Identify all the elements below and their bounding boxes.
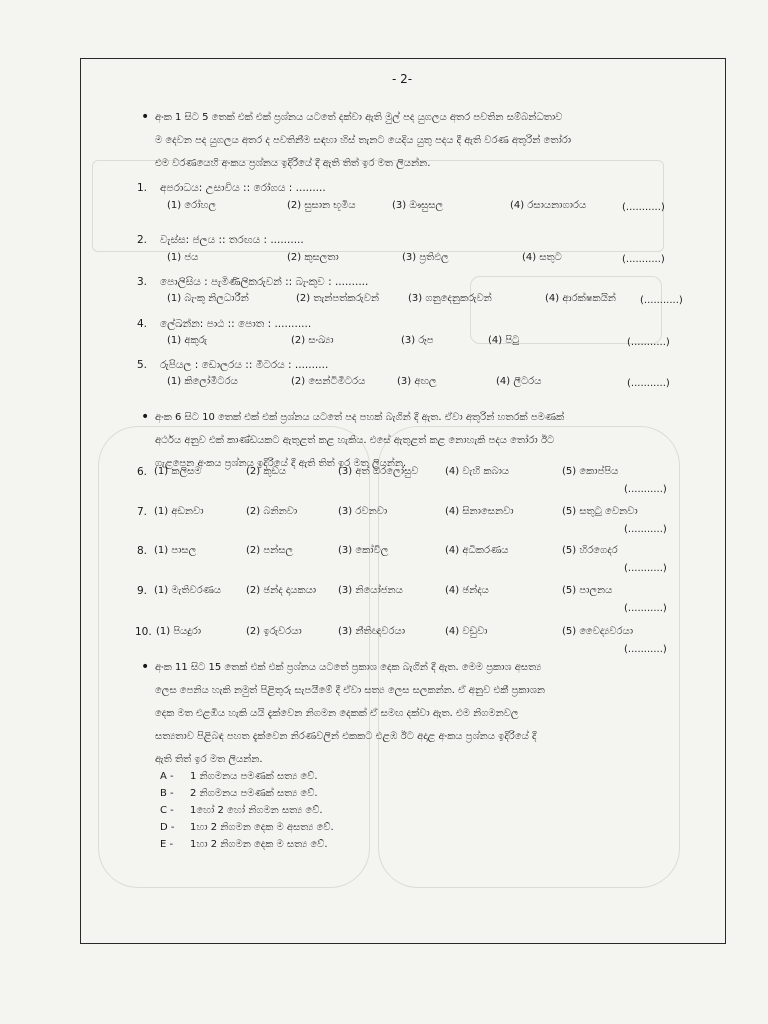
option: (3) ගනුදෙනුකරුවන්	[408, 293, 492, 304]
bullet: •	[141, 659, 150, 675]
answer-blank[interactable]: (...........)	[624, 644, 667, 655]
option: (4) අධිකරණය	[445, 545, 509, 556]
answer-code-list	[160, 768, 334, 853]
option: (5) සතුටු වෙනවා	[562, 506, 638, 517]
answer-code: E - 1හා 2 නිගමන දෙක ම සත්‍ය වේ.	[160, 839, 328, 850]
option: (2) සෙන්ටිමීටරය	[291, 376, 366, 387]
option: (1) පාසල	[154, 545, 197, 556]
bullet: •	[141, 109, 150, 125]
option: (1) පියදුරා	[156, 626, 202, 637]
option: (3) ඖසුසල	[392, 200, 444, 211]
answer-blank[interactable]: (...........)	[624, 603, 667, 614]
section3-instruction: • අංක 11 සිට 15 තෙක් එක් එක් ප්‍රශ්නය යටතේ ප්‍රකාශ දෙක බැගින් දී ඇත. මෙම ප්‍රකාශ අසත්‍ය ලෙස පෙනිය හැකි නමුත් පිළිතුරු සැපයීමේ දී ඒවා සත්‍ය ලෙස සලකන්න. ඒ අනුව එකී ප්‍රකාශන දෙක මත එළඹිය හැකි යයි දැක්වෙන නිගමන දෙකක් ඒ සමඟ දක්වා ඇත. එම නිගමනවල සත්‍යතාව පිළිබඳ පහත දැක්වෙන නිරණවලින් එකකට එළඹ ඊට අදාළ අංකය ප්‍රශ්නය ඉදිරියේ දී ඇති තිත් ඉර මත ලියන්න.	[155, 656, 695, 771]
option: (1) රෝහල	[167, 200, 216, 211]
answer-blank[interactable]: (...........)	[627, 378, 670, 389]
option: (4) වඩුවා	[445, 626, 488, 637]
answer-blank[interactable]: (...........)	[624, 524, 667, 535]
section1-instruction: • අංක 1 සිට 5 තෙක් එක් එක් ප්‍රශ්නය යටතේ දක්වා ඇති මුල් පද යුගලය අතර පවතින සම්බන්ධතාව ම දෙවන පද යුගලය අතර ද පවතිනීම සඳහා හිස් තැනට යෙදිය යුතු පදය දී ඇති වරණ අතුරින් තෝරා එම වරණයෙහි අංකය ප්‍රශ්නය ඉදිරියේ දී ඇති තිත් ඉර මත ලියන්න.	[155, 106, 695, 175]
option: (4) සතුට	[522, 252, 562, 263]
option: (2) කුඩය	[246, 466, 287, 477]
section2-instruction: • අංක 6 සිට 10 තෙක් එක් එක් ප්‍රශ්නය යටතේ පද පහක් බැගින් දී ඇත. ඒවා අතුරින් හතරක් පමණක් අර්ථය අනුව එක් කාණ්ඩයකට ඇතුළත් කළ හැකිය. එසේ ඇතුළත් කළ නොහැකි පදය තෝරා ඊට ගැළපෙන අංකය ප්‍රශ්නය ඉදිරියේ දී ඇති තිත් ඉර මත ලියන්න.	[155, 406, 695, 475]
option: (3) කෝවිල	[338, 545, 389, 556]
option: (1) බැංකු නිලධාරීන්	[167, 293, 249, 304]
answer-blank[interactable]: (...........)	[622, 254, 665, 265]
option: (1) කිලෝමීටරය	[167, 376, 238, 387]
option: (1) මැතිවරණය	[154, 585, 222, 596]
option: (1) කලිසම	[154, 466, 202, 477]
option: (2) ඡන්ද දායකයා	[246, 585, 317, 596]
option: (3) නියෝජනය	[338, 585, 403, 596]
answer-blank[interactable]: (...........)	[624, 484, 667, 495]
option: (1) අඩනවා	[154, 506, 204, 517]
option: (3) රූප	[401, 335, 434, 346]
option: (2) බනිනවා	[246, 506, 298, 517]
page-number: - 2-	[392, 72, 413, 86]
bullet: •	[141, 409, 150, 425]
option: (5) පාලනය	[562, 585, 613, 596]
answer-code: D - 1හා 2 නිගමන දෙක ම අසත්‍ය වේ.	[160, 822, 334, 833]
option: (3) රවනවා	[338, 506, 388, 517]
option: (4) ඡන්දය	[445, 585, 489, 596]
answer-blank[interactable]: (...........)	[622, 202, 665, 213]
option: (1) ජය	[167, 252, 199, 263]
option: (2) තැන්පත්කරුවන්	[296, 293, 380, 304]
answer-blank[interactable]: (...........)	[640, 295, 683, 306]
option: (4) පිටු	[488, 335, 520, 346]
option: (1) අකුරු	[167, 335, 207, 346]
answer-blank[interactable]: (...........)	[624, 563, 667, 574]
answer-code: B - 2 නිගමනය පමණක් සත්‍ය වේ.	[160, 788, 318, 799]
option: (3) නීතිඥවරයා	[338, 626, 405, 637]
option: (5) හිරගෙදර	[562, 545, 618, 556]
option: (2) ඉරුවරයා	[246, 626, 302, 637]
option: (2) කුසලතා	[287, 252, 339, 263]
option: (4) සිනාසෙනවා	[445, 506, 514, 517]
answer-blank[interactable]: (...........)	[627, 337, 670, 348]
option: (4) වැහි කබාය	[445, 466, 510, 477]
answer-code: C - 1හෝ 2 හෝ නිගමන සත්‍ය වේ.	[160, 805, 323, 816]
option: (5) කොප්පිය	[562, 466, 619, 477]
option: (2) සුසාන භූමිය	[287, 200, 356, 211]
option: (3) ප්‍රතිඵල	[402, 252, 449, 263]
option: (3) අත් ඔරලෝසුව	[338, 466, 419, 477]
option: (3) අඟල	[397, 376, 437, 387]
option: (4) ලීටරය	[496, 376, 542, 387]
option: (5) වෛද්‍යවරයා	[562, 626, 633, 637]
option: (4) ආරක්ෂකයින්	[545, 293, 616, 304]
option: (2) සංඛ්‍යා	[291, 335, 334, 346]
option: (2) පන්සල	[246, 545, 294, 556]
answer-code: A - 1 නිගමනය පමණක් සත්‍ය වේ.	[160, 771, 318, 782]
option: (4) රසායනාගාරය	[510, 200, 587, 211]
